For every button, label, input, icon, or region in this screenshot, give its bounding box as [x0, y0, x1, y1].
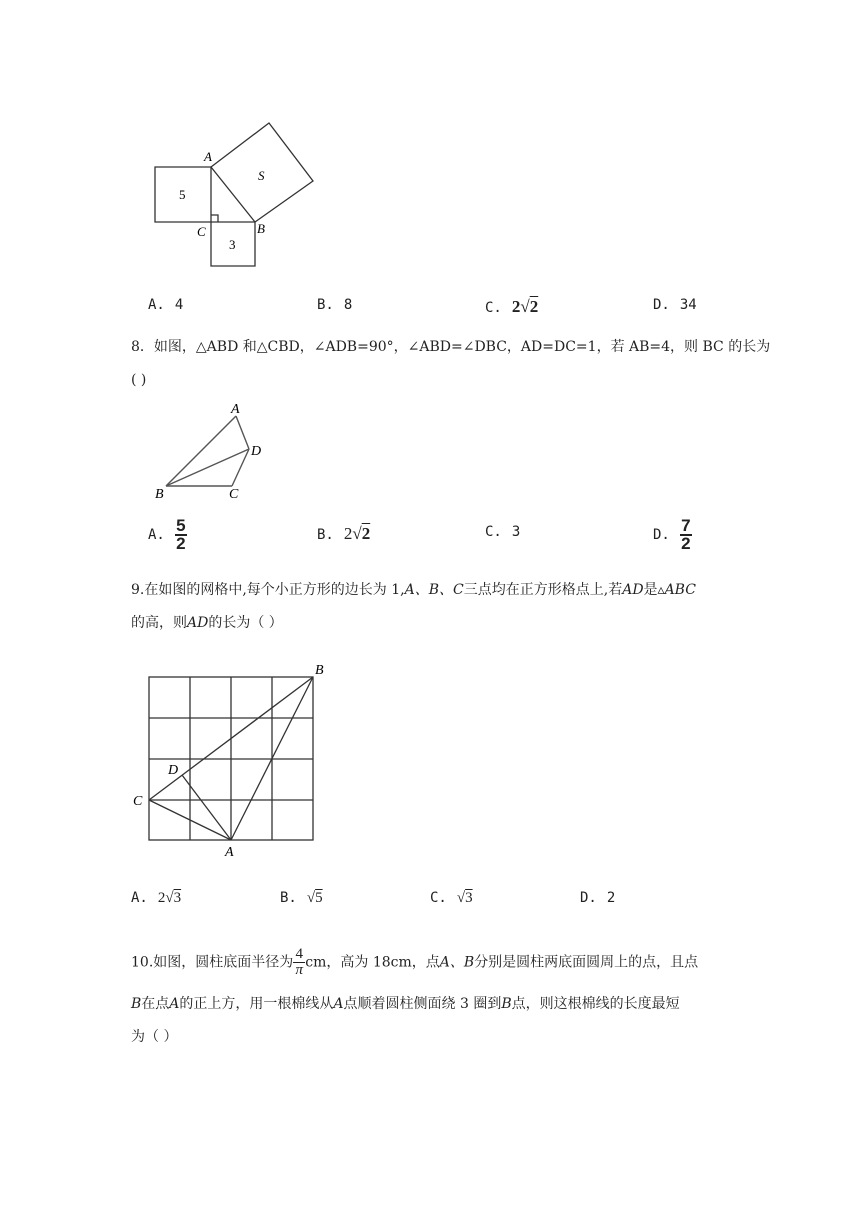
q8-stem: 8．如图，△ABD 和△CBD，∠ADB=90°，∠ABD=∠DBC，AD=DC=1，若 AB=4，则 BC 的长为 — [131, 339, 771, 355]
q8-segment-dc — [232, 449, 249, 486]
q9-stem-line-2: 的高，则AD的长为（ ） — [131, 615, 283, 631]
q7-label-c: C — [197, 224, 206, 239]
q7-square-bottom-label: 3 — [229, 237, 236, 252]
q7-option-a: A. 4 — [148, 297, 184, 313]
q7-option-b: B. 8 — [317, 297, 353, 313]
q9-label-a: A — [225, 845, 234, 860]
q9-grid-figure — [130, 658, 330, 863]
q8-label-c: C — [229, 487, 239, 502]
q7-option-d: D. 34 — [653, 297, 697, 313]
q8-option-b: B. 2√2 — [317, 524, 371, 543]
q9-option-d: D. 2 — [580, 890, 616, 906]
q9-label-d: D — [168, 763, 179, 778]
q7-right-angle-mark — [211, 215, 218, 222]
q8-figure — [150, 398, 270, 503]
q9-label-b: B — [315, 663, 324, 678]
q10-stem-line-2: B在点A的正上方，用一根棉线从A点顺着圆柱侧面绕 3 圈到B点，则这根棉线的长度最短 — [131, 996, 680, 1012]
q8-label-b: B — [155, 487, 164, 502]
q9-option-c: C. √3 — [430, 890, 473, 906]
q9-option-b: B. √5 — [280, 890, 323, 906]
q7-label-a: A — [204, 149, 212, 164]
q8-label-d: D — [251, 444, 262, 459]
q7-option-c: C. 2√2 — [485, 297, 539, 316]
q9-option-a: A. 2√3 — [131, 890, 182, 906]
q8-option-d: D. $\frac{7}{2}$ — [653, 516, 691, 553]
q8-label-a: A — [231, 402, 240, 417]
q7-square-left-label: 5 — [179, 187, 186, 202]
q8-segment-bd — [166, 449, 249, 486]
q9-label-c: C — [133, 794, 143, 809]
q7-figure — [145, 115, 330, 275]
q8-segment-ad — [236, 416, 249, 449]
q10-stem-line-1: 10.如图，圆柱底面半径为 $\frac{4}{\pi}$ cm，高为 18cm，点A、B分别是圆柱两底面圆周上的点，且点 — [131, 946, 699, 978]
q7-square-right-label: S — [258, 168, 265, 183]
q8-segment-ab — [166, 416, 236, 486]
q8-paren: ( ) — [131, 372, 147, 388]
q10-stem-line-3: 为（ ） — [131, 1029, 178, 1045]
q7-label-b: B — [257, 221, 265, 236]
q8-option-a: A. $\frac{5}{2}$ — [148, 516, 186, 553]
q9-stem-line-1: 9.在如图的网格中,每个小正方形的边长为 1,A、B、C三点均在正方形格点上,若AD是▵ABC — [131, 582, 696, 598]
q8-option-c: C. 3 — [485, 524, 521, 540]
